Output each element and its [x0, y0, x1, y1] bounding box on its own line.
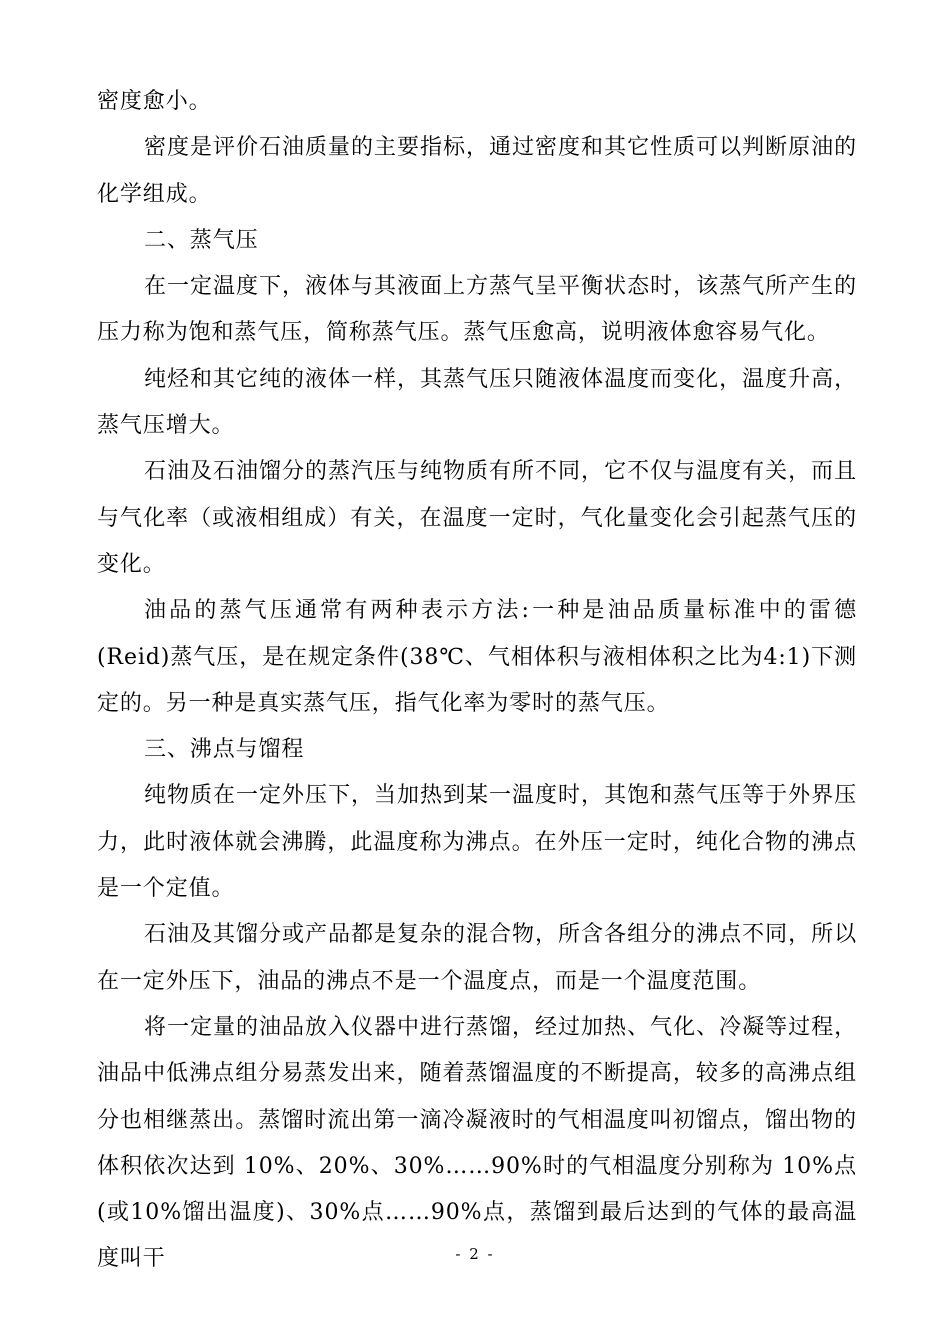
- paragraph-pure-hydrocarbon: 纯烃和其它纯的液体一样，其蒸气压只随液体温度而变化，温度升高，蒸气压增大。: [97, 366, 857, 439]
- paragraph-vapor-pressure-definition: 在一定温度下，液体与其液面上方蒸气呈平衡状态时，该蒸气所产生的压力称为饱和蒸气压，简称蒸气压。蒸气压愈高，说明液体愈容易气化。: [97, 274, 857, 346]
- page-number: - 2 -: [455, 1245, 495, 1263]
- paragraph-density: 密度是评价石油质量的主要指标，通过密度和其它性质可以判断原油的化学组成。: [97, 135, 857, 207]
- paragraph-petroleum-vapor-pressure: 石油及石油馏分的蒸汽压与纯物质有所不同，它不仅与温度有关，而且与气化率（或液相组成）有关，在温度一定时，气化量变化会引起蒸气压的变化。: [97, 459, 857, 577]
- paragraph-distillation: 将一定量的油品放入仪器中进行蒸馏，经过加热、气化、冷凝等过程，油品中低沸点组分易蒸发出来，随着蒸馏温度的不断提高，较多的高沸点组分也相继蒸出。蒸馏时流出第一滴冷凝液时的气相温度叫初馏点，馏出物的体积依次达到 10%、20%、30%……90%时的气相温度分别称为 10%点(或10%馏出温度)、30%点……90%点，蒸馏到最后达到的气体的最高温度叫干: [97, 1014, 857, 1272]
- section-heading-vapor-pressure: 二、蒸气压: [144, 227, 259, 253]
- section-heading-boiling-point: 三、沸点与馏程: [144, 737, 305, 763]
- paragraph-continuation: 密度愈小。: [97, 89, 212, 114]
- paragraph-reid-vapor-pressure: 油品的蒸气压通常有两种表示方法:一种是油品质量标准中的雷德(Reid)蒸气压，是在规定条件(38℃、气相体积与液相体积之比为4:1)下测定的。另一种是真实蒸气压，指气化率为零时的蒸气压。: [97, 598, 857, 716]
- paragraph-mixture-boiling-range: 石油及其馏分或产品都是复杂的混合物，所含各组分的沸点不同，所以在一定外压下，油品的沸点不是一个温度点，而是一个温度范围。: [97, 922, 857, 994]
- document-body: [97, 79, 857, 1283]
- paragraph-boiling-point-definition: 纯物质在一定外压下，当加热到某一温度时，其饱和蒸气压等于外界压力，此时液体就会沸腾，此温度称为沸点。在外压一定时，纯化合物的沸点是一个定值。: [97, 783, 857, 902]
